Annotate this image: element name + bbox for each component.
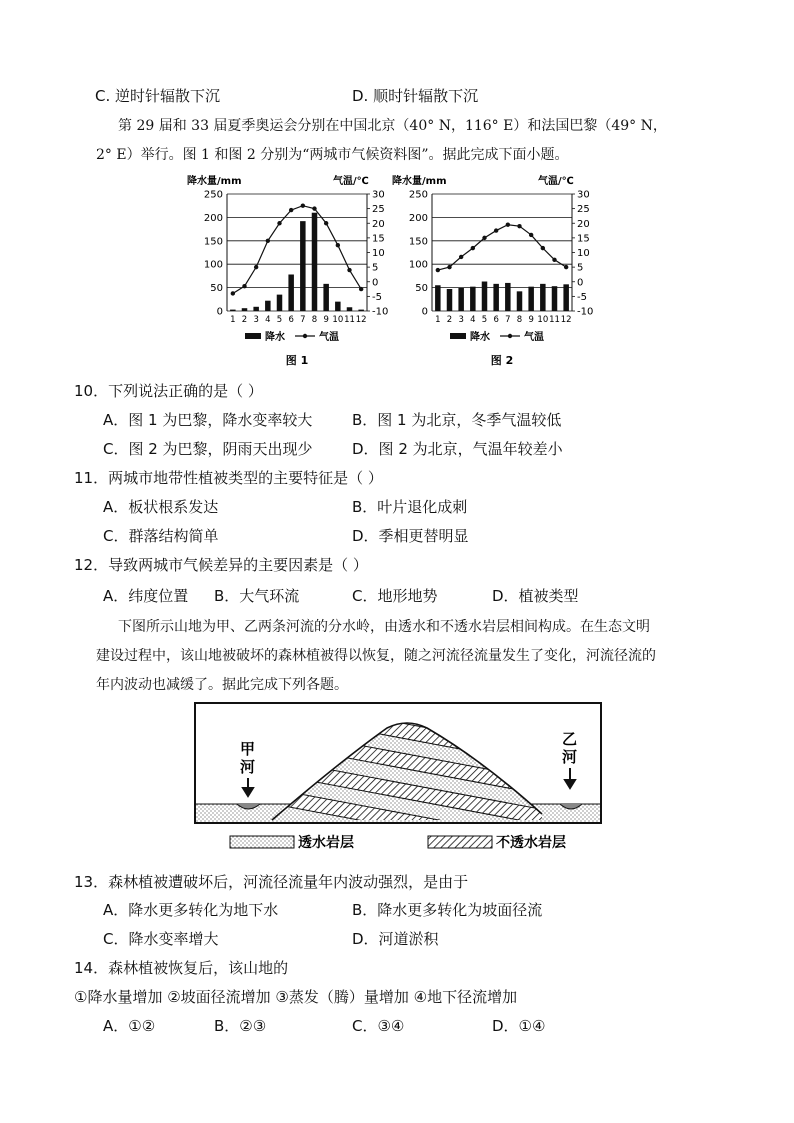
intro2-line1: 下图所示山地为甲、乙两条河流的分水岭，由透水和不透水岩层相间构成。在生态文明 bbox=[118, 619, 650, 635]
q13-option-b: B．降水更多转化为坡面径流 bbox=[352, 901, 543, 919]
q11-option-c: C．群落结构简单 bbox=[103, 527, 219, 545]
q11-option-b: B．叶片退化成刺 bbox=[352, 498, 468, 516]
right-tick-label: 30 bbox=[577, 189, 590, 201]
precip-bar bbox=[447, 289, 453, 311]
precip-bar bbox=[253, 307, 259, 311]
month-tick-label: 1 bbox=[435, 315, 441, 325]
q12-stem: 12．导致两城市气候差异的主要因素是（ ） bbox=[74, 556, 368, 574]
month-tick-label: 12 bbox=[560, 315, 572, 325]
precip-bar bbox=[517, 291, 523, 311]
temperature-point bbox=[231, 291, 235, 295]
temperature-point bbox=[359, 287, 363, 291]
right-tick-label: -10 bbox=[577, 306, 594, 318]
right-tick-label: 30 bbox=[372, 189, 385, 201]
precip-bar bbox=[277, 295, 283, 311]
q14-stem: 14．森林植被恢复后，该山地的 bbox=[74, 959, 289, 977]
q14-items: ①降水量增加 ②坡面径流增加 ③蒸发（腾）量增加 ④地下径流增加 bbox=[74, 988, 518, 1006]
precip-bar bbox=[323, 284, 329, 311]
temperature-point bbox=[529, 233, 533, 237]
left-tick-label: 50 bbox=[415, 283, 428, 295]
q14-option-c: C．③④ bbox=[352, 1017, 405, 1035]
legend-permeable-label: 透水岩层 bbox=[298, 835, 354, 851]
q11-option-a: A．板状根系发达 bbox=[103, 498, 219, 516]
precip-bar bbox=[242, 308, 248, 311]
precip-bar bbox=[470, 287, 476, 311]
left-axis-title: 降水量/mm bbox=[392, 176, 447, 187]
month-tick-label: 11 bbox=[344, 315, 355, 325]
temperature-point bbox=[289, 208, 293, 212]
precip-bar bbox=[505, 283, 511, 311]
q13-option-d: D．河道淤积 bbox=[352, 930, 439, 948]
month-tick-label: 6 bbox=[493, 315, 499, 325]
month-tick-label: 4 bbox=[470, 315, 476, 325]
intro2-line2: 建设过程中，该山地被破坏的森林植被得以恢复，随之河流径流量发生了变化，河流径流的 bbox=[96, 648, 656, 664]
right-tick-label: -5 bbox=[372, 291, 382, 303]
climate-chart-1 bbox=[185, 172, 395, 372]
precip-bar bbox=[458, 288, 464, 311]
temperature-point bbox=[541, 246, 545, 250]
precip-bar bbox=[335, 302, 341, 311]
q12-option-c: C．地形地势 bbox=[352, 587, 438, 605]
temperature-line bbox=[438, 225, 566, 270]
precip-bar bbox=[312, 213, 318, 311]
q10-stem: 10．下列说法正确的是（ ） bbox=[74, 382, 263, 400]
legend-rain-swatch bbox=[245, 333, 261, 339]
right-tick-label: 15 bbox=[577, 233, 590, 245]
left-tick-label: 50 bbox=[210, 283, 223, 295]
q14-option-d: D．①④ bbox=[492, 1017, 546, 1035]
left-tick-label: 250 bbox=[203, 189, 223, 201]
precip-bar bbox=[540, 284, 546, 311]
month-tick-label: 4 bbox=[265, 315, 271, 325]
temperature-point bbox=[471, 246, 475, 250]
right-tick-label: -5 bbox=[577, 291, 587, 303]
temperature-point bbox=[552, 258, 556, 262]
precip-bar bbox=[358, 310, 364, 311]
precip-bar bbox=[435, 285, 441, 311]
month-tick-label: 10 bbox=[537, 315, 549, 325]
left-tick-label: 100 bbox=[408, 259, 428, 271]
intro2-line3: 年内波动也减缓了。据此完成下列各题。 bbox=[96, 677, 348, 693]
legend-rain-swatch bbox=[450, 333, 466, 339]
month-tick-label: 11 bbox=[549, 315, 560, 325]
month-tick-label: 9 bbox=[528, 315, 534, 325]
right-axis-title: 气温/℃ bbox=[333, 176, 369, 187]
temperature-point bbox=[312, 206, 316, 210]
left-tick-label: 150 bbox=[203, 236, 223, 248]
temperature-point bbox=[564, 265, 568, 269]
temperature-point bbox=[482, 236, 486, 240]
q12-option-d: D．植被类型 bbox=[492, 587, 579, 605]
month-tick-label: 2 bbox=[446, 315, 453, 325]
precip-bar bbox=[230, 310, 236, 311]
precip-bar bbox=[288, 274, 294, 311]
left-tick-label: 200 bbox=[408, 212, 428, 224]
temperature-point bbox=[436, 268, 440, 272]
left-axis-title: 降水量/mm bbox=[187, 176, 242, 187]
legend-temp-marker bbox=[508, 334, 512, 338]
option-d: D. 顺时针辐散下沉 bbox=[352, 87, 479, 105]
left-tick-label: 250 bbox=[408, 189, 428, 201]
q10-option-d: D．图 2 为北京，气温年较差小 bbox=[352, 440, 563, 458]
option-c: C. 逆时针辐散下沉 bbox=[95, 87, 221, 105]
temperature-point bbox=[242, 284, 246, 288]
temperature-point bbox=[301, 204, 305, 208]
right-tick-label: 0 bbox=[372, 277, 379, 289]
month-tick-label: 1 bbox=[230, 315, 236, 325]
month-tick-label: 9 bbox=[323, 315, 329, 325]
q13-stem: 13．森林植被遭破坏后，河流径流量年内波动强烈，是由于 bbox=[74, 873, 469, 891]
left-tick-label: 0 bbox=[216, 306, 223, 318]
precip-bar bbox=[563, 284, 569, 311]
right-tick-label: 5 bbox=[372, 262, 379, 274]
left-tick-label: 100 bbox=[203, 259, 223, 271]
precip-bar bbox=[265, 301, 271, 311]
climate-chart-2 bbox=[390, 172, 600, 372]
month-tick-label: 7 bbox=[505, 315, 511, 325]
temperature-line bbox=[233, 206, 361, 294]
precip-bar bbox=[482, 282, 488, 311]
river-left-label-2: 河 bbox=[240, 758, 256, 776]
month-tick-label: 2 bbox=[241, 315, 248, 325]
temperature-point bbox=[517, 224, 521, 228]
precip-bar bbox=[528, 287, 534, 311]
right-tick-label: 15 bbox=[372, 233, 385, 245]
temperature-point bbox=[447, 265, 451, 269]
temperature-point bbox=[277, 221, 281, 225]
river-right-label-1: 乙 bbox=[562, 730, 578, 748]
q11-option-d: D．季相更替明显 bbox=[352, 527, 469, 545]
right-tick-label: 20 bbox=[577, 218, 590, 230]
q13-option-c: C．降水变率增大 bbox=[103, 930, 219, 948]
temperature-point bbox=[506, 223, 510, 227]
left-tick-label: 200 bbox=[203, 212, 223, 224]
month-tick-label: 12 bbox=[355, 315, 367, 325]
right-tick-label: 25 bbox=[372, 204, 385, 216]
river-left-label-1: 甲 bbox=[240, 740, 256, 758]
right-tick-label: 0 bbox=[577, 277, 584, 289]
temperature-point bbox=[254, 265, 258, 269]
month-tick-label: 3 bbox=[253, 315, 259, 325]
right-tick-label: 10 bbox=[372, 248, 385, 259]
legend-temp-label: 气温 bbox=[319, 332, 339, 343]
right-tick-label: -10 bbox=[372, 306, 389, 318]
temperature-point bbox=[324, 221, 328, 225]
intro1-line2: 2° E）举行。图 1 和图 2 分别为“两城市气候资料图”。据此完成下面小题。 bbox=[96, 147, 569, 163]
month-tick-label: 8 bbox=[311, 315, 318, 325]
temperature-point bbox=[459, 255, 463, 259]
q10-option-b: B．图 1 为北京，冬季气温较低 bbox=[352, 411, 562, 429]
right-tick-label: 25 bbox=[577, 204, 590, 216]
watershed-diagram bbox=[192, 700, 604, 858]
month-tick-label: 3 bbox=[458, 315, 464, 325]
temperature-point bbox=[266, 239, 270, 243]
right-tick-label: 20 bbox=[372, 218, 385, 230]
left-tick-label: 150 bbox=[408, 236, 428, 248]
q10-option-a: A．图 1 为巴黎，降水变率较大 bbox=[103, 411, 313, 429]
q12-option-a: A．纬度位置 bbox=[103, 587, 189, 605]
river-right-label-2: 河 bbox=[562, 748, 578, 766]
q13-option-a: A．降水更多转化为地下水 bbox=[103, 901, 279, 919]
temperature-point bbox=[336, 243, 340, 247]
q14-option-b: B．②③ bbox=[214, 1017, 267, 1035]
legend-impermeable-label: 不透水岩层 bbox=[496, 835, 566, 851]
month-tick-label: 8 bbox=[516, 315, 523, 325]
month-tick-label: 7 bbox=[300, 315, 306, 325]
right-tick-label: 10 bbox=[577, 248, 590, 259]
figure-caption: 图 2 bbox=[490, 354, 514, 367]
legend-impermeable-swatch bbox=[428, 836, 492, 848]
left-tick-label: 0 bbox=[421, 306, 428, 318]
precip-bar bbox=[552, 286, 558, 311]
legend-temp-marker bbox=[303, 334, 307, 338]
q11-stem: 11．两城市地带性植被类型的主要特征是（ ） bbox=[74, 469, 383, 487]
figure-caption: 图 1 bbox=[285, 354, 309, 367]
month-tick-label: 5 bbox=[481, 315, 488, 325]
temperature-point bbox=[347, 268, 351, 272]
month-tick-label: 5 bbox=[276, 315, 283, 325]
legend-rain-label: 降水 bbox=[470, 332, 490, 343]
right-tick-label: 5 bbox=[577, 262, 584, 274]
month-tick-label: 10 bbox=[332, 315, 344, 325]
precip-bar bbox=[300, 221, 306, 311]
right-axis-title: 气温/℃ bbox=[538, 176, 574, 187]
precip-bar bbox=[493, 284, 499, 311]
precip-bar bbox=[347, 307, 353, 311]
q10-option-c: C．图 2 为巴黎，阴雨天出现少 bbox=[103, 440, 313, 458]
q14-option-a: A．①② bbox=[103, 1017, 156, 1035]
q12-option-b: B．大气环流 bbox=[214, 587, 300, 605]
legend-temp-label: 气温 bbox=[524, 332, 544, 343]
legend-rain-label: 降水 bbox=[265, 332, 285, 343]
legend-permeable-swatch bbox=[230, 836, 294, 848]
temperature-point bbox=[494, 228, 498, 232]
month-tick-label: 6 bbox=[288, 315, 294, 325]
intro1-line1: 第 29 届和 33 届夏季奥运会分别在中国北京（40° N，116° E）和法国巴黎（49° N， bbox=[118, 118, 667, 134]
